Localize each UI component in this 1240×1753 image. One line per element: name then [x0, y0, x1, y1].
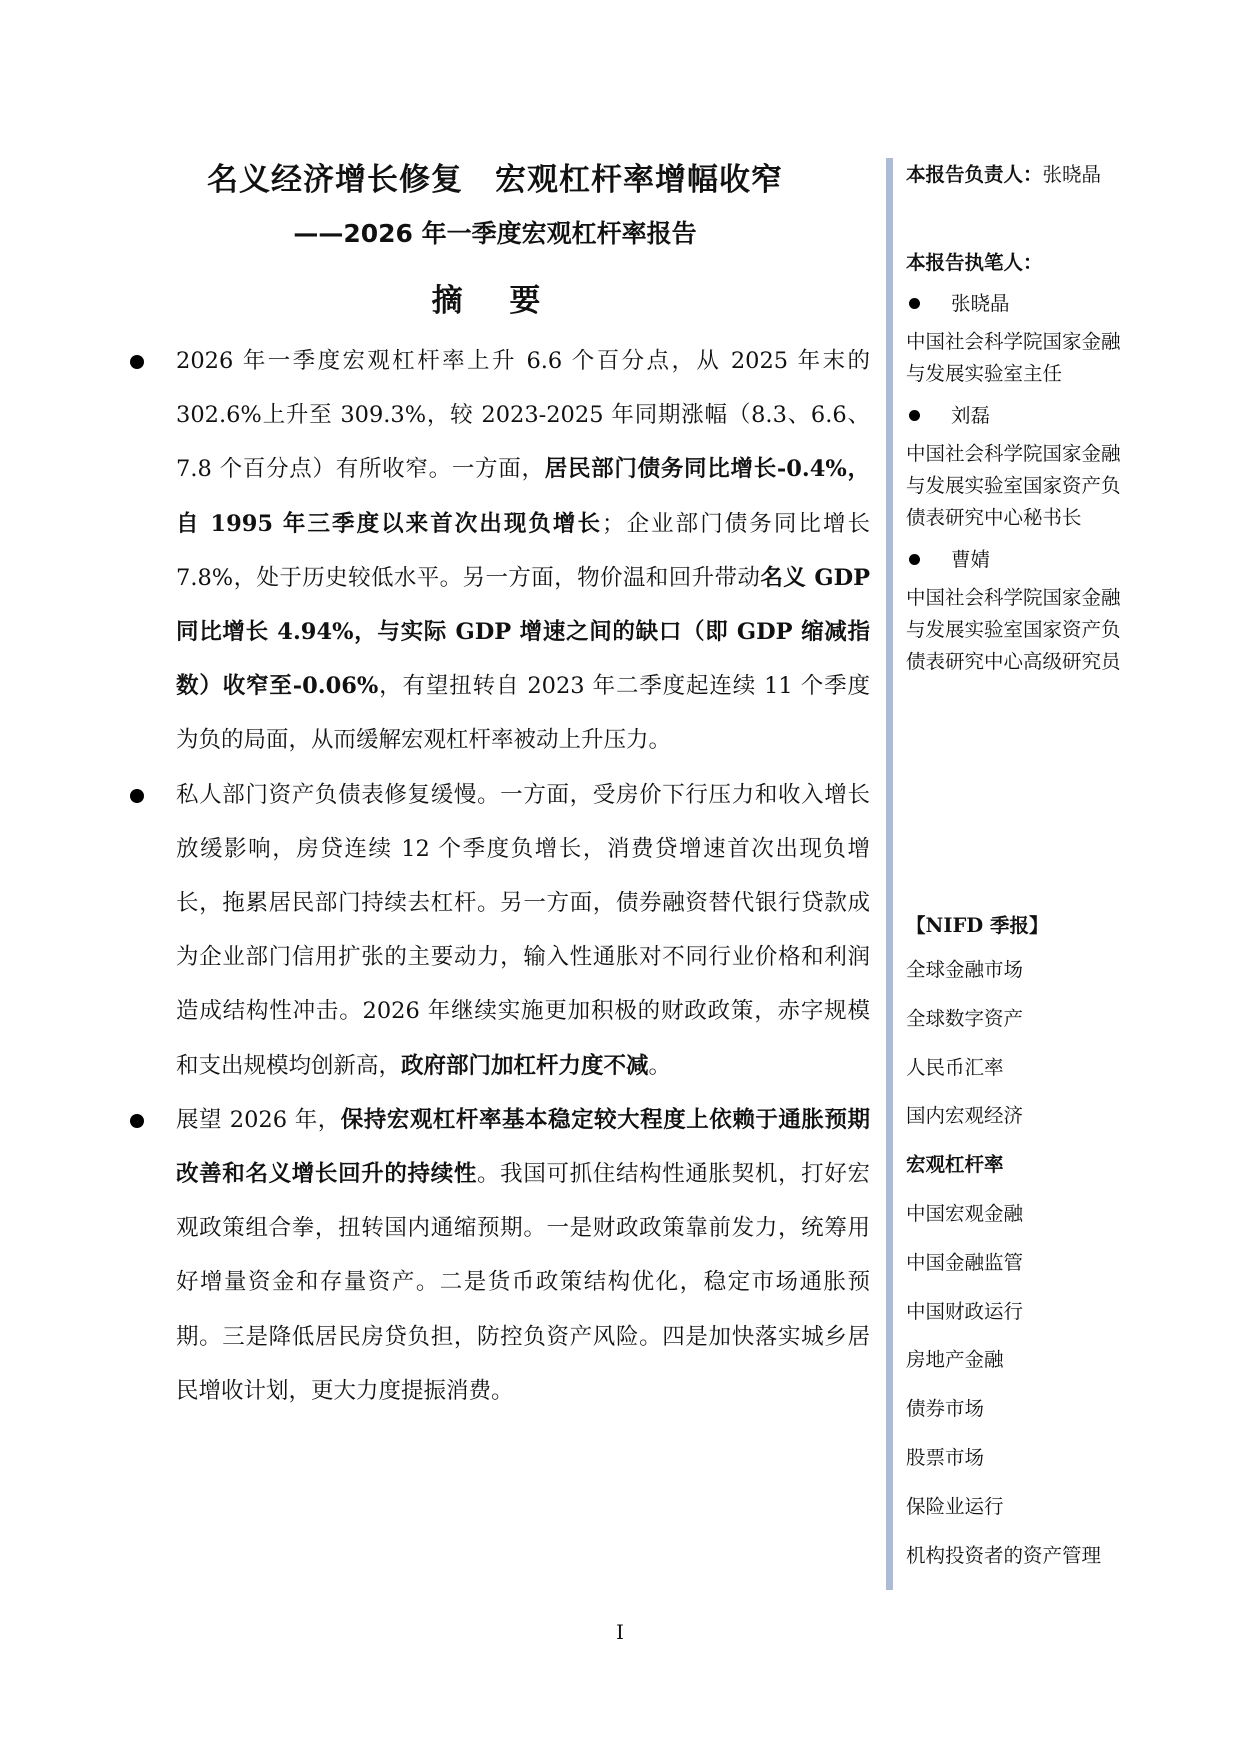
bullet-dot-icon	[130, 1114, 144, 1128]
author-affiliation: 中国社会科学院国家金融与发展实验室国家资产负债表研究中心秘书长	[906, 442, 1121, 529]
bullet-3-bold-1: 保持宏观杠杆率基本稳定较大程度上依赖于通胀预期改善和名义增长回升的持续性	[176, 1106, 870, 1188]
series-item[interactable]: 中国宏观金融	[906, 1201, 1024, 1225]
bullet-dot-icon	[130, 355, 144, 369]
series-item[interactable]: 中国金融监管	[906, 1250, 1024, 1274]
series-item[interactable]: 保险业运行	[906, 1494, 1004, 1518]
report-subtitle: ——2026 年一季度宏观杠杆率报告	[293, 219, 697, 248]
bullet-1-text-1: 2026 年一季度宏观杠杆率上升 6.6 个百分点，从 2025 年末的 302.6%上升至 309.3%，较 2023-2025 年同期涨幅（8.3、6.6、7.8 个百分点）有所收窄。一方面，	[176, 348, 870, 483]
series-item[interactable]: 全球金融市场	[906, 958, 1024, 981]
series-list	[906, 955, 1101, 1589]
series-item[interactable]: 人民币汇率	[906, 1055, 1004, 1079]
series-item[interactable]: 债券市场	[906, 1397, 985, 1421]
series-item[interactable]: 机构投资者的资产管理	[906, 1543, 1102, 1567]
author-name: 张晓晶	[951, 292, 1010, 315]
author-item	[906, 400, 1131, 432]
writers-label: 本报告执笔人：	[906, 251, 1043, 274]
responsible-line	[906, 160, 1131, 190]
responsible-name: 张晓晶	[1042, 163, 1102, 186]
bullet-dot-icon	[909, 298, 920, 309]
bullet-dot-icon	[909, 410, 920, 421]
author-item	[906, 288, 1131, 320]
bullet-1-text-2: ；企业部门债务同比增长 7.8%，处于历史较低水平。另一方面，物价温和回升带动	[176, 510, 870, 591]
bullet-2-text-1: 私人部门资产负债表修复缓慢。一方面，受房价下行压力和收入增长放缓影响，房贷连续 12 个季度负增长，消费贷增速首次出现负增长，拖累居民部门持续去杠杆。另一方面，债券融资替代银行贷款成为企业部门信用扩张的主要动力，输入性通胀对不同行业价格和利润造成结构性冲击。2026 年继续实施更加积极的财政政策，赤字规模和支出规模均创新高，	[176, 781, 870, 1079]
series-heading: 【NIFD 季报】	[906, 914, 1049, 937]
report-title: 名义经济增长修复 宏观杠杆率增幅收窄	[207, 162, 783, 198]
bullet-1-text-3: ，有望扭转自 2023 年二季度起连续 11 个季度为负的局面，从而缓解宏观杠杆率被动上升压力。	[176, 673, 870, 754]
report-main-column	[120, 150, 870, 1418]
abstract-bullet-2	[120, 768, 870, 1093]
bullet-1-bold-1: 居民部门债务同比增长-0.4%，自 1995 年三季度以来首次出现负增长	[176, 456, 870, 537]
series-item[interactable]: 股票市场	[906, 1445, 985, 1469]
series-item[interactable]: 房地产金融	[906, 1348, 1004, 1372]
responsible-label: 本报告负责人：	[906, 163, 1043, 186]
series-item[interactable]: 全球数字资产	[906, 1006, 1024, 1030]
author-name: 曹婧	[951, 548, 991, 571]
sidebar-authors	[906, 160, 1131, 684]
bullet-2-bold-1: 政府部门加杠杆力度不减	[401, 1052, 649, 1079]
bullet-2-text-2: 。	[648, 1052, 672, 1079]
abstract-bullet-3	[120, 1093, 870, 1418]
author-affiliation: 中国社会科学院国家金融与发展实验室主任	[906, 330, 1121, 385]
page-number: I	[616, 1620, 624, 1644]
series-item[interactable]: 中国财政运行	[906, 1299, 1024, 1323]
author-name: 刘磊	[951, 404, 991, 427]
series-item[interactable]: 国内宏观经济	[906, 1104, 1024, 1128]
bullet-1-bold-2: 名义 GDP 同比增长 4.94%，与实际 GDP 增速之间的缺口（即 GDP 缩减指数）收窄至-0.06%	[176, 564, 870, 700]
abstract-heading: 摘 要	[431, 283, 559, 319]
bullet-3-text-1: 展望 2026 年，	[176, 1106, 341, 1133]
abstract-bullet-1	[120, 334, 870, 768]
bullet-dot-icon	[909, 554, 920, 565]
sidebar-divider	[886, 158, 893, 1590]
bullet-3-text-2: 。我国可抓住结构性通胀契机，打好宏观政策组合拳，扭转国内通缩预期。一是财政政策靠前发力，统筹用好增量资金和存量资产。二是货币政策结构优化，稳定市场通胀预期。三是降低居民房贷负担，防控负资产风险。四是加快落实城乡居民增收计划，更大力度提振消费。	[176, 1161, 870, 1404]
bullet-dot-icon	[130, 789, 144, 803]
series-item[interactable]: 宏观杠杆率	[906, 1153, 1004, 1177]
author-item	[906, 544, 1131, 576]
author-affiliation: 中国社会科学院国家金融与发展实验室国家资产负债表研究中心高级研究员	[906, 586, 1121, 673]
